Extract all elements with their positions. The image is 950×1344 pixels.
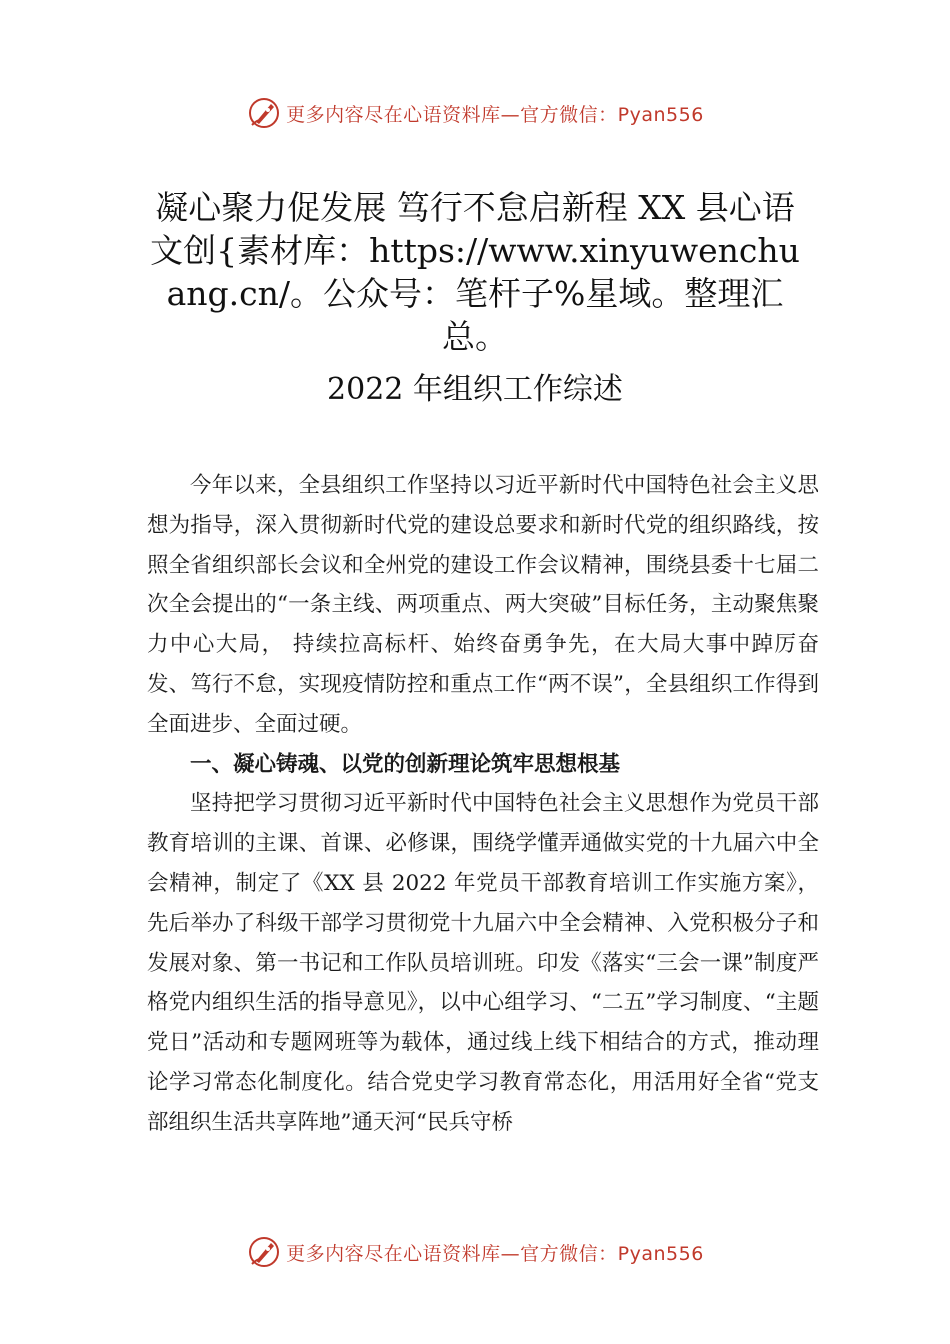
watermark-wechat-id: Pyan556 bbox=[617, 1242, 704, 1265]
watermark-wechat-id: Pyan556 bbox=[617, 103, 704, 126]
watermark-label: 更多内容尽在心语资料库—官方微信： bbox=[286, 1242, 618, 1265]
document-body bbox=[147, 466, 819, 1143]
header-watermark-banner bbox=[0, 93, 950, 133]
watermark-label: 更多内容尽在心语资料库—官方微信： bbox=[286, 103, 618, 126]
watermark-text bbox=[286, 100, 704, 127]
body-paragraph: 今年以来，全县组织工作坚持以习近平新时代中国特色社会主义思想为指导，深入贯彻新时代党的建设总要求和新时代党的组织路线，按照全省组织部长会议和全州党的建设工作会议精神，围绕县委十七届二次全会提出的“一条主线、两项重点、两大突破”目标任务，主动聚焦聚力中心大局， 持续拉高标杆、始终奋勇争先，在大局大事中踔厉奋发、笃行不怠，实现疫情防控和重点工作“两不误”，全县组织工作得到全面进步、全面过硬。 bbox=[147, 473, 819, 737]
section-heading: 一、凝心铸魂、以党的创新理论筑牢思想根基 bbox=[190, 751, 621, 777]
pen-nib-logo-icon bbox=[246, 95, 282, 131]
watermark-text bbox=[286, 1239, 704, 1266]
pen-nib-logo-icon bbox=[246, 1234, 282, 1270]
body-paragraph: 坚持把学习贯彻习近平新时代中国特色社会主义思想作为党员干部教育培训的主课、首课、必修课，围绕学懂弄通做实党的十九届六中全会精神，制定了《XX 县 2022 年党员干部教育培训工作实施方案》，先后举办了科级干部学习贯彻党十九届六中全会精神、入党积极分子和发展对象、第一书记和工作队员培训班。印发《落实“三会一课”制度严格党内组织生活的指导意见》，以中心组学习、“二五”学习制度、“主题党日”活动和专题网班等为载体，通过线上线下相结合的方式，推动理论学习常态化制度化。结合党史学习教育常态化，用活用好全省“党支部组织生活共享阵地”通天河“民兵守桥 bbox=[147, 791, 819, 1135]
footer-watermark-banner bbox=[0, 1232, 950, 1272]
document-subtitle: 2022 年组织工作综述 bbox=[327, 372, 623, 407]
document-title: 凝心聚力促发展 笃行不怠启新程 XX 县心语文创{素材库：https://www.xinyuwenchuang.cn/。公众号：笔杆子%星域。整理汇总。 bbox=[150, 188, 800, 356]
